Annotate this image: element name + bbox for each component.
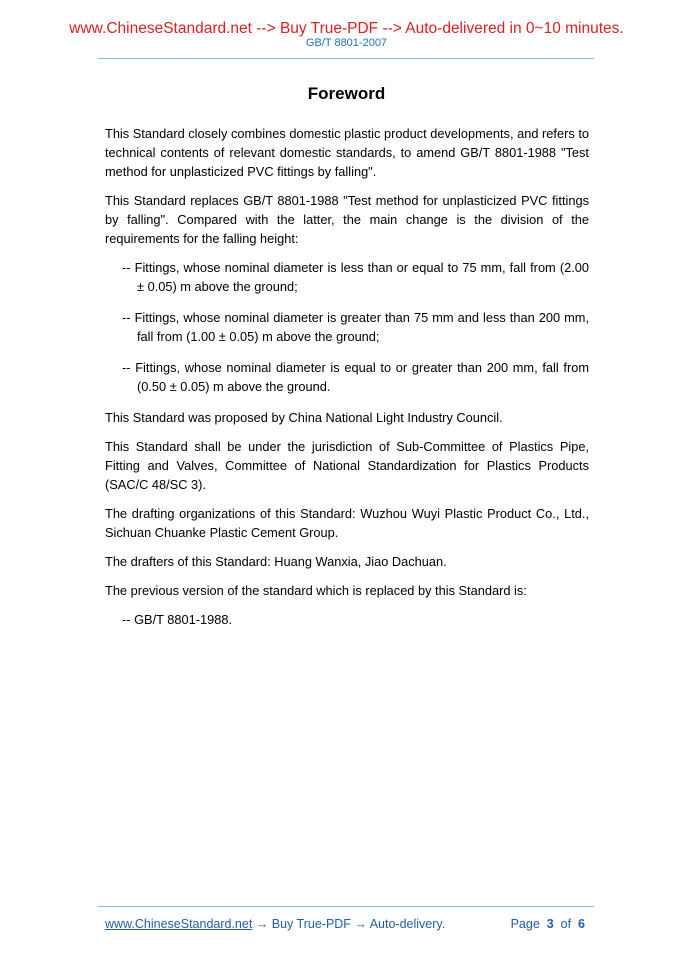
paragraph: This Standard was proposed by China National Light Industry Council.: [105, 410, 503, 425]
document-code: GB/T 8801-2007: [305, 37, 388, 49]
footer-divider: [98, 906, 594, 907]
page-total: 6: [578, 917, 585, 931]
page-title: Foreword: [307, 84, 386, 103]
header-divider: [98, 58, 594, 59]
list-item: -- Fittings, whose nominal diameter is equal to or greater than 200 mm, fall from (0.50 ± 0.05) m above the ground.: [122, 360, 589, 394]
page-label: Page: [510, 917, 540, 931]
promo-banner[interactable]: www.ChineseStandard.net --> Buy True-PDF --> Auto-delivered in 0~10 minutes.: [69, 20, 624, 37]
site-link[interactable]: www.ChineseStandard.net: [105, 917, 253, 931]
footer-promo: [105, 917, 445, 931]
list-item: -- Fittings, whose nominal diameter is greater than 75 mm and less than 200 mm, fall from (1.00 ± 0.05) m above the ground;: [122, 310, 589, 344]
foreword-body: [105, 124, 589, 629]
paragraph: This Standard closely combines domestic plastic product developments, and refers to technical contents of relevant domestic standards, to amend GB/T 8801-1988 "Test method for unplasticized PVC fittings by falling".: [105, 126, 589, 179]
footer-promo-text: → Buy True-PDF → Auto-delivery.: [252, 917, 446, 931]
paragraph: The previous version of the standard which is replaced by this Standard is:: [105, 583, 527, 598]
of-label: of: [560, 917, 572, 931]
list-item: -- Fittings, whose nominal diameter is less than or equal to 75 mm, fall from (2.00 ± 0.05) m above the ground;: [122, 260, 589, 294]
paragraph: This Standard shall be under the jurisdiction of Sub-Committee of Plastics Pipe, Fitting and Valves, Committee of National Standardization for Plastics Products (SAC/C 48/SC 3).: [105, 439, 589, 492]
paragraph: This Standard replaces GB/T 8801-1988 "Test method for unplasticized PVC fittings by falling". Compared with the latter, the main change is the division of the requirements for the falling height:: [105, 193, 589, 246]
paragraph: The drafters of this Standard: Huang Wanxia, Jiao Dachuan.: [105, 554, 447, 569]
page-current: 3: [546, 917, 554, 931]
previous-version-item: -- GB/T 8801-1988.: [122, 612, 233, 627]
paragraph: The drafting organizations of this Standard: Wuzhou Wuyi Plastic Product Co., Ltd., Sichuan Chuanke Plastic Cement Group.: [105, 506, 589, 540]
page-indicator: [511, 917, 585, 931]
